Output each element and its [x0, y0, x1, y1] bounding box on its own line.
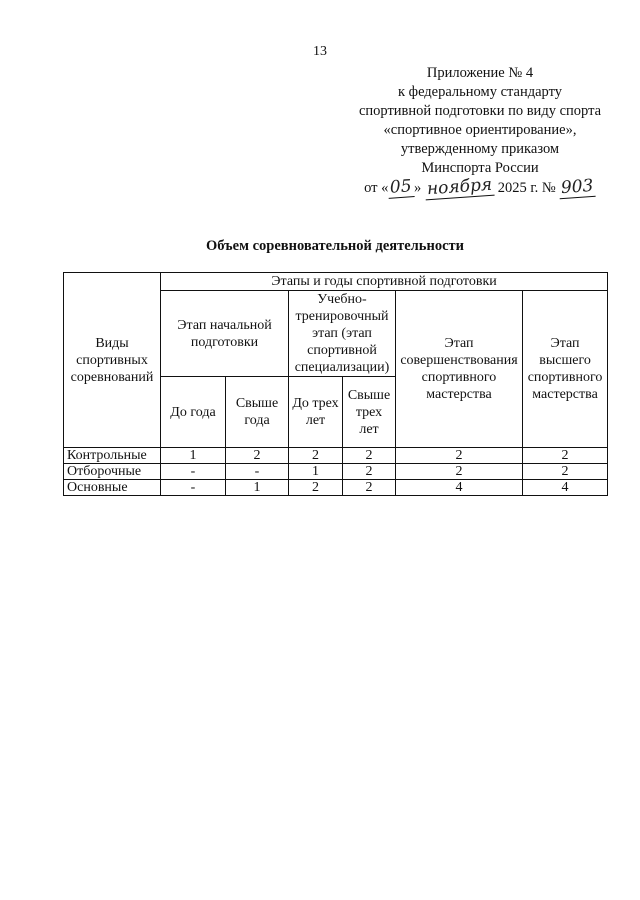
sub-header: До года — [161, 377, 226, 448]
stage-header: Учебно- тренировочный этап (этап спортивной специализации) — [289, 291, 396, 377]
table-cell: 2 — [396, 448, 523, 464]
table-cell: 2 — [289, 448, 343, 464]
corner-header: Виды спортивных соревнований — [64, 273, 161, 448]
sub-header: Свыше года — [226, 377, 289, 448]
table-cell: 4 — [396, 480, 523, 496]
table-cell: 2 — [343, 448, 396, 464]
row-label: Контрольные — [64, 448, 161, 464]
handwritten-day: 05 — [388, 177, 415, 199]
sub-header: До трех лет — [289, 377, 343, 448]
table-cell: 2 — [289, 480, 343, 496]
table-cell: 2 — [523, 448, 608, 464]
page-number: 13 — [313, 44, 327, 59]
group-header: Этапы и годы спортивной подготовки — [161, 273, 608, 291]
stage-header: Этап совершенствования спортивного мастерства — [396, 291, 523, 448]
sub-header: Свыше трех лет — [343, 377, 396, 448]
date-year: 2025 г. № — [497, 180, 556, 196]
order-date-line — [330, 174, 630, 200]
table-row — [64, 480, 608, 496]
header-line: «спортивное ориентирование», — [383, 122, 577, 138]
competition-volume-table — [63, 272, 608, 496]
table-cell: 1 — [161, 448, 226, 464]
table-cell: 1 — [289, 464, 343, 480]
date-prefix: от « — [364, 180, 389, 196]
table-row — [64, 448, 608, 464]
header-line: спортивной подготовки по виду спорта — [358, 103, 602, 119]
header-line: утвержденному приказом — [400, 141, 560, 157]
stage-header: Этап начальной подготовки — [161, 291, 289, 377]
table-cell: 1 — [226, 480, 289, 496]
table-row — [64, 464, 608, 480]
appendix-header — [330, 64, 630, 198]
table-cell: 2 — [343, 464, 396, 480]
date-mid: » — [414, 180, 422, 196]
table-cell: - — [161, 480, 226, 496]
table-cell: 4 — [523, 480, 608, 496]
table-cell: 2 — [226, 448, 289, 464]
header-line: Минспорта России — [421, 160, 539, 176]
table-cell: - — [161, 464, 226, 480]
table-cell: 2 — [396, 464, 523, 480]
handwritten-month: ноября — [424, 176, 494, 201]
header-line: к федеральному стандарту — [398, 84, 562, 100]
stage-header: Этап высшего спортивного мастерства — [523, 291, 608, 448]
row-label: Отборочные — [64, 464, 161, 480]
table-cell: - — [226, 464, 289, 480]
row-label: Основные — [64, 480, 161, 496]
table-cell: 2 — [523, 464, 608, 480]
header-line: Приложение № 4 — [426, 65, 534, 81]
table-cell: 2 — [343, 480, 396, 496]
document-title: Объем соревновательной деятельности — [206, 238, 464, 254]
handwritten-order-number: 903 — [559, 177, 597, 199]
